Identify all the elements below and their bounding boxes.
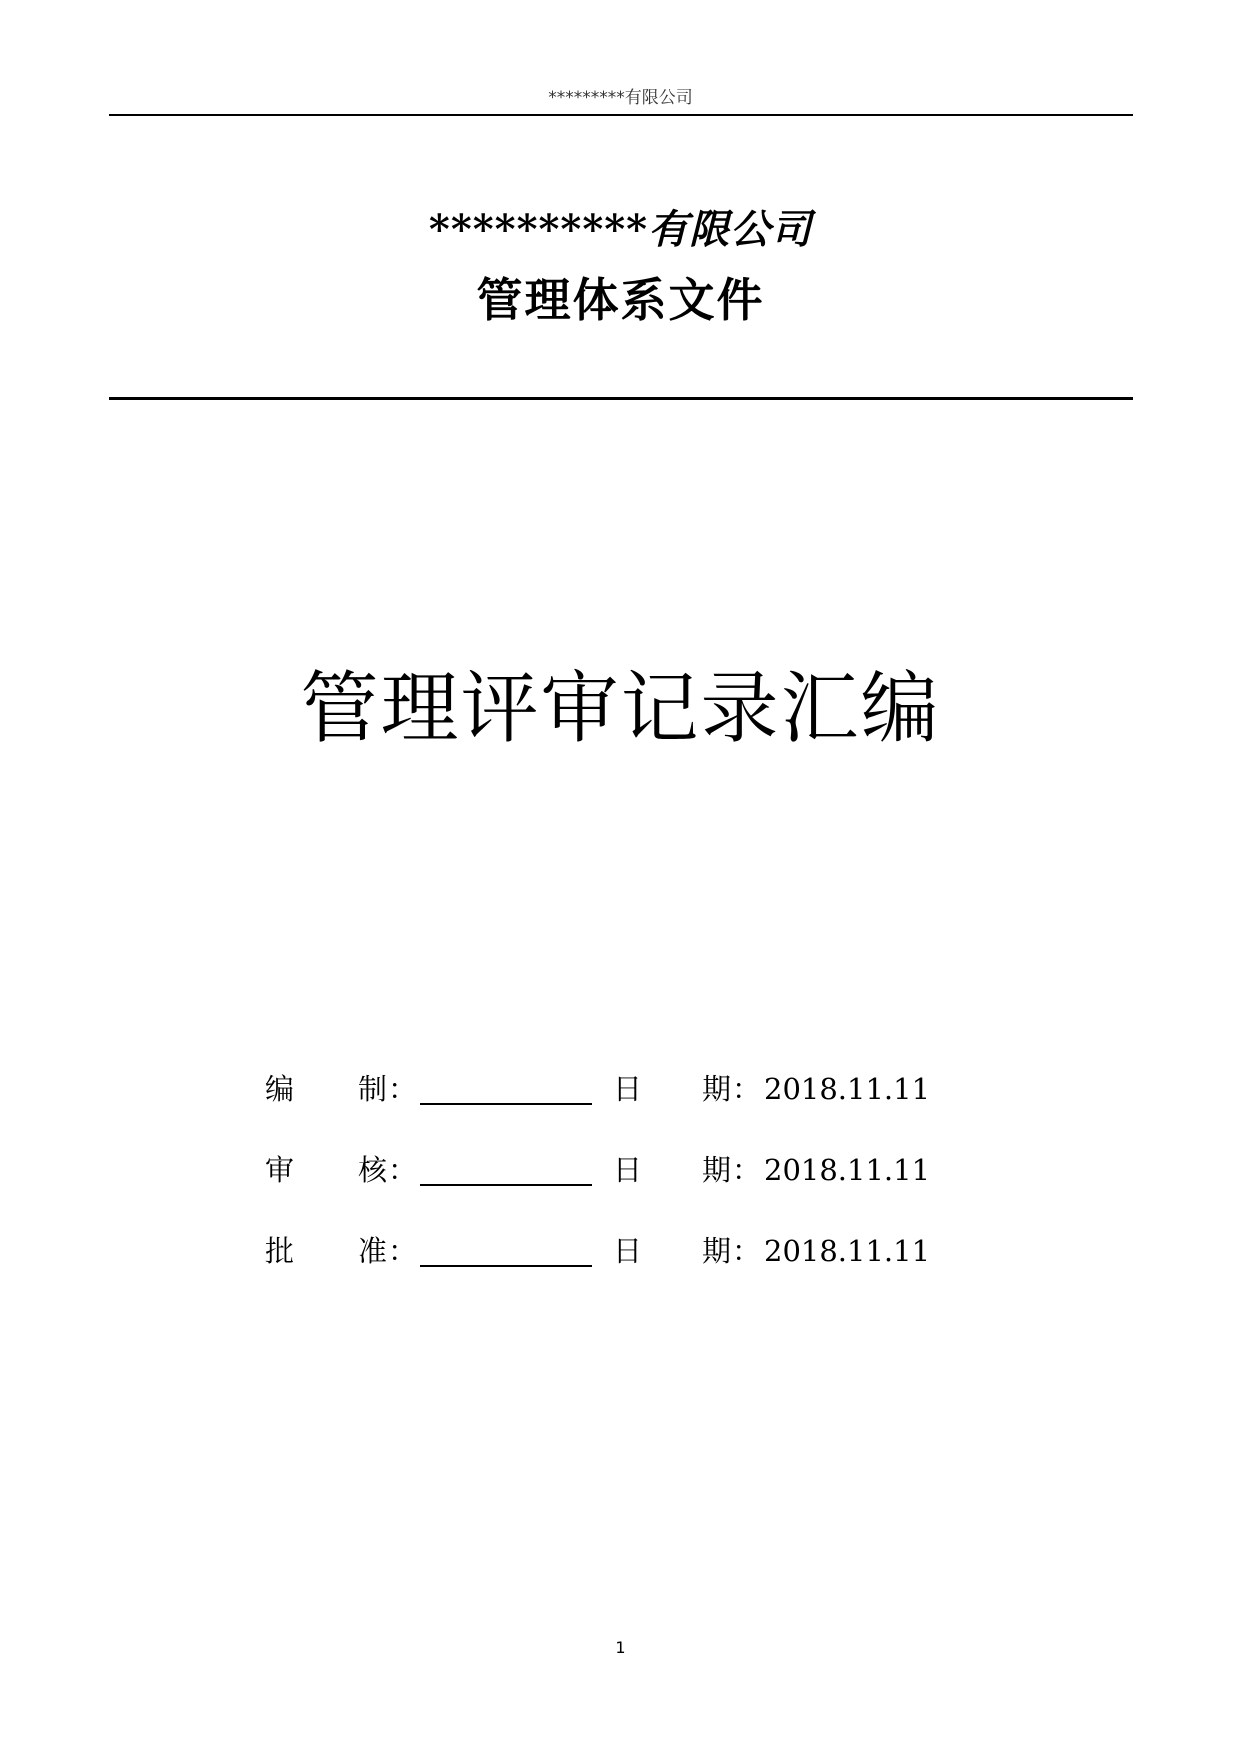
page-number: 1 <box>615 1638 626 1657</box>
date-label-colon: ： <box>732 1153 762 1187</box>
system-title: 管理体系文件 <box>476 273 765 327</box>
signoff-label-char: 制 <box>358 1072 388 1106</box>
date-label-char: 期 <box>702 1072 732 1106</box>
signoff-label-char: 编 <box>265 1072 295 1106</box>
signoff-row-approve <box>265 1231 985 1271</box>
date-label-char: 日 <box>613 1153 643 1187</box>
signoff-label-colon: ： <box>388 1072 418 1106</box>
date-label-colon: ： <box>732 1234 762 1268</box>
signature-blank-line <box>420 1103 592 1105</box>
signature-blank-line <box>420 1184 592 1186</box>
signoff-label-char: 审 <box>265 1153 295 1187</box>
date-label-char: 期 <box>702 1153 732 1187</box>
signoff-label-char: 核 <box>358 1153 388 1187</box>
date-label-char: 期 <box>702 1234 732 1268</box>
signoff-row-compile <box>265 1069 985 1109</box>
signoff-label-char: 准 <box>358 1234 388 1268</box>
header-divider <box>109 114 1133 116</box>
signoff-label-char: 批 <box>265 1234 295 1268</box>
signoff-label-colon: ： <box>388 1153 418 1187</box>
page-header-company: *********有限公司 <box>548 88 693 108</box>
signature-blank-line <box>420 1265 592 1267</box>
company-title: **********有限公司 <box>428 206 813 253</box>
date-value: 2018.11.11 <box>764 1072 931 1106</box>
date-value: 2018.11.11 <box>764 1234 931 1268</box>
date-value: 2018.11.11 <box>764 1153 931 1187</box>
title-divider <box>109 397 1133 400</box>
date-label-char: 日 <box>613 1234 643 1268</box>
document-title: 管理评审记录汇编 <box>300 664 941 754</box>
date-label-char: 日 <box>613 1072 643 1106</box>
date-label-colon: ： <box>732 1072 762 1106</box>
signoff-label-colon: ： <box>388 1234 418 1268</box>
signoff-row-review <box>265 1150 985 1190</box>
